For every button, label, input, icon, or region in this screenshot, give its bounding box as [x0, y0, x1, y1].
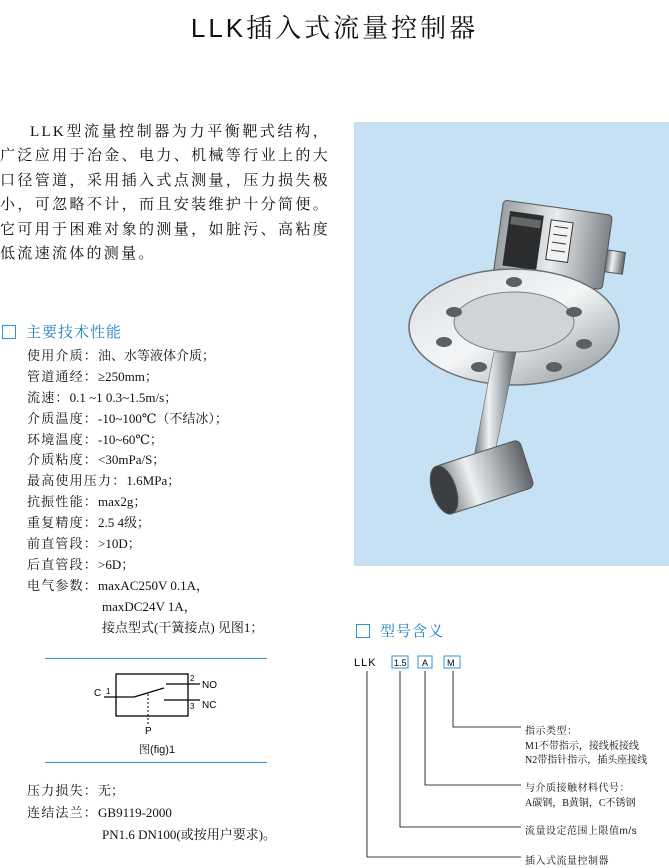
bottom-specs: [27, 780, 276, 846]
terminal-3-label: 3: [190, 702, 195, 711]
indicator-m1-text: M1不带指示，接线板接线: [525, 741, 639, 752]
spec-row-continued: maxDC24V 1A，: [102, 598, 197, 614]
specs-list: [27, 346, 263, 638]
spec-row: 介质温度：-10~100℃（不结冰）；: [27, 410, 228, 426]
spec-row: 抗振性能：max2g；: [27, 494, 147, 510]
spec-row-continued: PN1.6 DN100(或按用户要求)。: [102, 827, 277, 842]
product-photo: [354, 122, 669, 566]
spec-row: 连结法兰：GB9119-2000: [27, 805, 172, 820]
nc-label: NC: [202, 700, 217, 711]
product-label: 插入式流量控制器: [525, 856, 609, 867]
model-code-material: A: [422, 658, 429, 668]
model-code-indicator: M: [447, 658, 455, 668]
spec-row: 前直管段：>10D；: [27, 536, 141, 552]
intro-paragraph: [0, 120, 330, 266]
figure-bottom-rule: [45, 762, 267, 763]
model-code-diagram: [345, 655, 669, 868]
section-checkbox-icon: [356, 624, 370, 638]
spec-row: 压力损失：无；: [27, 783, 125, 798]
spec-row: 介质粘度：<30mPa/S；: [27, 452, 166, 468]
reed-contact-diagram: [90, 664, 230, 739]
model-section-header: [356, 620, 444, 641]
specs-section-title: 主要技术性能: [26, 324, 123, 341]
spec-row: 流速：0.1 ~1 0.3~1.5m/s；: [27, 389, 178, 405]
model-prefix: LLK: [354, 657, 377, 669]
spec-row: 重复精度：2.5 4级；: [27, 515, 151, 531]
spec-row: 电气参数：maxAC250V 0.1A，: [27, 577, 209, 593]
section-checkbox-icon: [2, 325, 16, 339]
spec-row: 管道通经：≥250mm；: [27, 368, 158, 384]
intro-text: LLK型流量控制器为力平衡靶式结构，广泛应用于冶金、电力、机械等行业上的大口径管道，采用插入式点测量，压力损失极小，可忽略不计，而且安装维护十分简便。它可用于困难对象的测量，如脏污、高粘度低流速流体的测量。: [0, 124, 330, 263]
figure-caption: 图(fig)1: [139, 744, 176, 756]
spec-row: 后直管段：>6D；: [27, 556, 135, 572]
terminal-c-label: C: [94, 688, 102, 699]
indicator-n2-text: N2带指针指示，插头座接线: [525, 755, 648, 766]
flow-controller-illustration: [354, 122, 669, 566]
indicator-type-label: 指示类型：: [525, 726, 578, 737]
terminal-1-label: 1: [106, 687, 111, 696]
model-code-range: 1.5: [394, 658, 407, 668]
terminal-2-label: 2: [190, 674, 195, 683]
material-label: 与介质接触材料代号：: [525, 783, 630, 794]
range-label: 流量设定范围上限值m/s: [525, 826, 638, 837]
spec-row: 环境温度：-10~60℃；: [27, 431, 163, 447]
no-label: NO: [202, 680, 217, 691]
page-title: LLK插入式流量控制器: [190, 13, 479, 43]
spec-row: 最高使用压力：1.6MPa；: [27, 473, 181, 489]
material-options-text: A碳钢，B黄铜，C不锈钢: [525, 798, 636, 809]
spec-row: 使用介质：油、水等液体介质；: [27, 348, 216, 363]
model-section-title: 型号含义: [380, 623, 445, 640]
p-label: P: [145, 726, 152, 737]
spec-row-continued: 接点型式(干簧接点) 见图1；: [102, 619, 264, 635]
specs-section-header: [2, 321, 122, 342]
figure-top-rule: [45, 658, 267, 659]
